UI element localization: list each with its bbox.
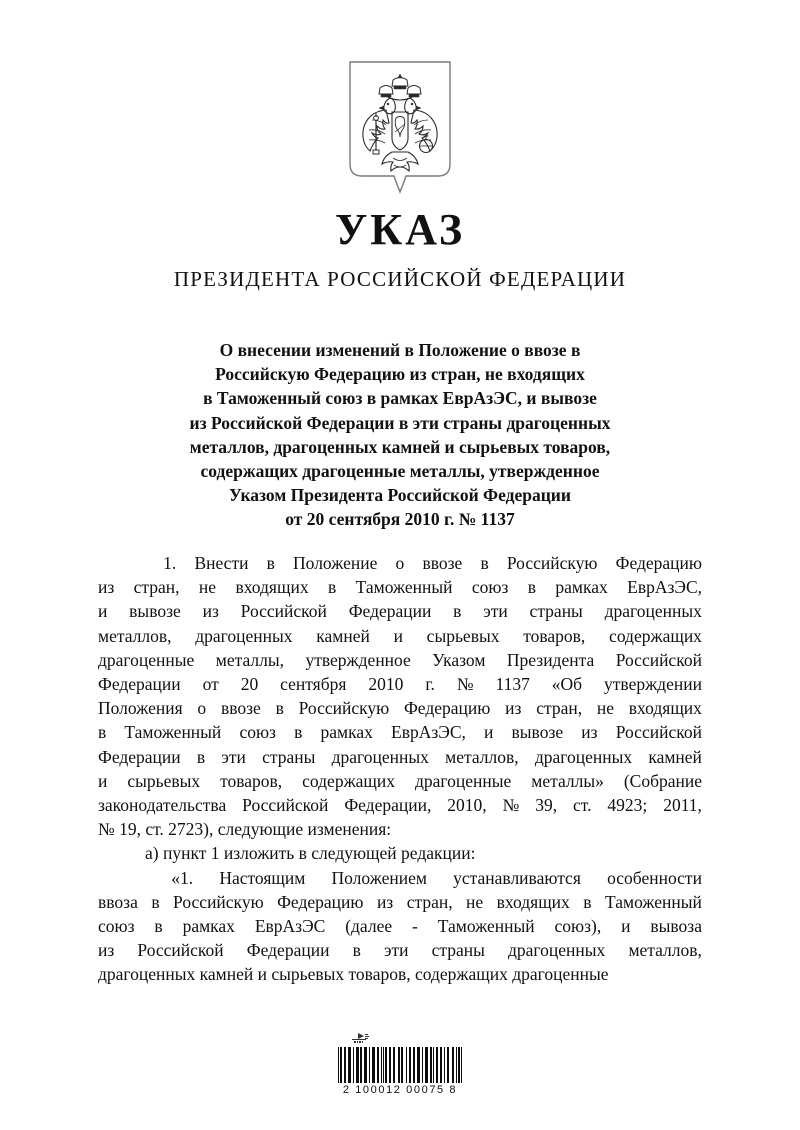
body-line [98, 769, 702, 793]
body-word: драгоценные [98, 649, 195, 670]
body-word: 2010 [368, 674, 404, 695]
heading-line: из Российской Федерации в эти страны драгоценных [189, 412, 611, 433]
body-word: Российской [242, 795, 329, 816]
body-line: а) пункт 1 изложить в следующей редакции: [145, 843, 476, 864]
body-word: входящих [496, 891, 570, 912]
body-word: утвержденное [305, 649, 411, 670]
body-word: Федерацию [403, 698, 491, 719]
body-word: союз [98, 916, 135, 937]
body-word: 2011, [663, 795, 702, 816]
body-word: в [453, 601, 462, 622]
body-word: и [98, 770, 108, 791]
body-word: Таможенный [355, 577, 453, 598]
body-word: 1. [163, 553, 177, 573]
body-paragraph-2 [98, 841, 702, 865]
body-word: камней [316, 625, 370, 646]
printer-mark-icon [344, 1032, 390, 1046]
body-word: эти [483, 601, 508, 622]
body-line: № 19, ст. 2723), следующие изменения: [98, 819, 392, 840]
body-word: драгоценные [414, 770, 512, 791]
body-word: Российскую [173, 891, 264, 912]
body-word: Федерацию [615, 553, 702, 573]
body-line [98, 648, 702, 672]
body-word: вывоза [650, 916, 702, 937]
body-word: законодательства [98, 795, 227, 816]
body-line [98, 720, 702, 744]
barcode-digits: 2 100012 00075 8 [342, 1084, 458, 1096]
body-line [98, 914, 702, 938]
body-word: от [202, 674, 219, 695]
body-word: из [581, 722, 598, 743]
body-word: Внести [194, 553, 249, 573]
body-word: металлы, [215, 649, 285, 670]
body-word: вывозе [511, 722, 564, 743]
body-word: из [98, 577, 115, 598]
body-word: Российской [137, 940, 224, 961]
body-word: ст. [572, 795, 592, 816]
body-word: камней [648, 746, 702, 767]
body-line [98, 575, 702, 599]
body-word: эти [221, 746, 246, 767]
body-word: и [393, 625, 403, 646]
body-word: (Собрание [623, 770, 702, 791]
body-word: Таможенный [124, 722, 222, 743]
body-word: не [198, 577, 217, 598]
heading-line: в Таможенный союз в рамках ЕврАзЭС, и вывозе [203, 388, 597, 409]
body-word: Президента [506, 649, 595, 670]
body-word: из [202, 601, 219, 622]
heading-line: от 20 сентября 2010 г. № 1137 [285, 509, 515, 530]
decree-body [98, 551, 702, 987]
body-word: драгоценных [331, 746, 429, 767]
body-word: в [151, 891, 160, 912]
body-word: из [505, 698, 522, 719]
body-word: Федерации [348, 601, 432, 622]
body-word: металлов, [628, 940, 702, 961]
body-word: эти [383, 940, 409, 961]
page-subtitle: ПРЕЗИДЕНТА РОССИЙСКОЙ ФЕДЕРАЦИИ [173, 267, 627, 291]
body-word: товаров, [523, 625, 586, 646]
paragraph-indent [98, 866, 145, 890]
body-word: Таможенный [437, 916, 535, 937]
body-word: Федерации [246, 940, 330, 961]
body-word: страны [262, 746, 316, 767]
body-word: входящих [628, 698, 702, 719]
body-word: союз), [554, 916, 602, 937]
body-line [98, 745, 702, 769]
body-paragraph-3 [98, 866, 702, 987]
body-word: металлов, [445, 746, 519, 767]
body-word: содержащих [609, 625, 702, 646]
body-word: ввоза [98, 891, 138, 912]
body-word: ввозе [220, 698, 261, 719]
barcode-bars [338, 1047, 462, 1083]
body-word: о [395, 553, 405, 573]
body-word: содержащих [302, 770, 396, 791]
body-line [98, 624, 702, 648]
body-word: ЕврАзЭС, [627, 577, 702, 598]
body-word: товаров, [220, 770, 283, 791]
body-word: драгоценных [508, 940, 606, 961]
body-word: и [98, 601, 108, 622]
body-word: ЕврАзЭС [254, 916, 326, 937]
body-line [98, 866, 702, 890]
heading-line: содержащих драгоценные металлы, утвержденное [200, 461, 600, 482]
body-word: Настоящим [219, 867, 306, 888]
body-word: в [294, 722, 303, 743]
body-line [98, 938, 702, 962]
body-word: в [352, 940, 361, 961]
body-word: Российской [615, 722, 702, 743]
body-word: Положение [293, 553, 378, 573]
body-word: в [327, 577, 337, 598]
decree-heading [128, 338, 672, 532]
body-line [98, 793, 702, 817]
body-word: стран, [133, 577, 180, 598]
body-word: «Об [551, 674, 583, 695]
body-word: Федерацию [277, 891, 364, 912]
body-word: не [596, 698, 614, 719]
body-word: сырьевых [426, 625, 500, 646]
body-word: - [412, 916, 418, 937]
body-word: в [275, 698, 284, 719]
body-word: Российскую [506, 553, 598, 573]
body-word: сентября [280, 674, 347, 695]
body-word: сырьевых [127, 770, 201, 791]
body-word: 39, [535, 795, 558, 816]
body-word: устанавливаются [453, 867, 581, 888]
body-word: в [583, 891, 592, 912]
body-word: драгоценных [534, 746, 633, 767]
body-word: рамках [182, 916, 235, 937]
body-word: металлы» [531, 770, 604, 791]
body-word: утверждении [604, 674, 702, 695]
body-word: не [466, 891, 484, 912]
body-word: № [456, 674, 474, 695]
barcode-bar [461, 1047, 462, 1083]
page-title: УКАЗ [334, 205, 466, 254]
body-word: в [266, 553, 275, 573]
body-word: рамках [555, 577, 608, 598]
body-word: стран, [406, 891, 453, 912]
body-word: Федерации [98, 746, 181, 767]
body-word: Российской [615, 649, 702, 670]
emblem-container [0, 58, 800, 196]
heading-line: металлов, драгоценных камней и сырьевых товаров, [189, 436, 611, 457]
body-word: 4923; [607, 795, 648, 816]
heading-line: Указом Президента Российской Федерации [229, 485, 571, 506]
body-word: страны [529, 601, 583, 622]
body-word: входящих [235, 577, 309, 598]
body-word: № [502, 795, 520, 816]
coat-of-arms-of-russia-icon [346, 58, 454, 196]
body-word: «1. [171, 867, 194, 888]
body-word: ввозе [422, 553, 463, 573]
body-line [98, 696, 702, 720]
body-word: металлов, [98, 625, 172, 646]
body-word: Федерации [98, 674, 181, 695]
body-word: союз [471, 577, 509, 598]
body-word: из [98, 940, 115, 961]
body-word: и [621, 916, 631, 937]
body-word: ЕврАзЭС, [391, 722, 466, 743]
body-word: 2010, [447, 795, 487, 816]
body-word: особенности [607, 867, 702, 888]
body-word: Российской [240, 601, 327, 622]
body-word: г. [425, 674, 435, 695]
body-word: о [197, 698, 207, 719]
barcode-block [0, 1032, 800, 1096]
body-word: в [527, 577, 537, 598]
body-word: драгоценных [195, 625, 293, 646]
body-word: Указом [432, 649, 486, 670]
body-word: стран, [536, 698, 583, 719]
body-paragraph-1 [98, 551, 702, 841]
body-line: драгоценных камней и сырьевых товаров, содержащих драгоценные [98, 964, 609, 985]
body-word: Положения [98, 698, 183, 719]
body-word: вывозе [129, 601, 181, 622]
body-word: Федерации, [344, 795, 432, 816]
paragraph-indent [98, 551, 145, 575]
body-word: 20 [240, 674, 259, 695]
body-word: драгоценных [604, 601, 702, 622]
body-word: рамках [320, 722, 373, 743]
body-word: в [98, 722, 107, 743]
body-word: Российскую [298, 698, 390, 719]
body-word: (далее [345, 916, 393, 937]
body-word: Таможенный [605, 891, 702, 912]
body-word: в [480, 553, 489, 573]
body-word: и [484, 722, 494, 743]
body-line [98, 672, 702, 696]
body-word: страны [431, 940, 485, 961]
body-line [98, 890, 702, 914]
body-line [98, 551, 702, 575]
body-word: в [196, 746, 206, 767]
body-word: Положением [331, 867, 427, 888]
body-word: из [376, 891, 394, 912]
heading-line: Российскую Федерацию из стран, не входящих [215, 364, 585, 385]
body-line [98, 599, 702, 623]
body-word: союз [239, 722, 276, 743]
body-word: 1137 [495, 674, 530, 695]
heading-line: О внесении изменений в Положение о ввозе в [219, 340, 581, 360]
body-word: в [154, 916, 163, 937]
